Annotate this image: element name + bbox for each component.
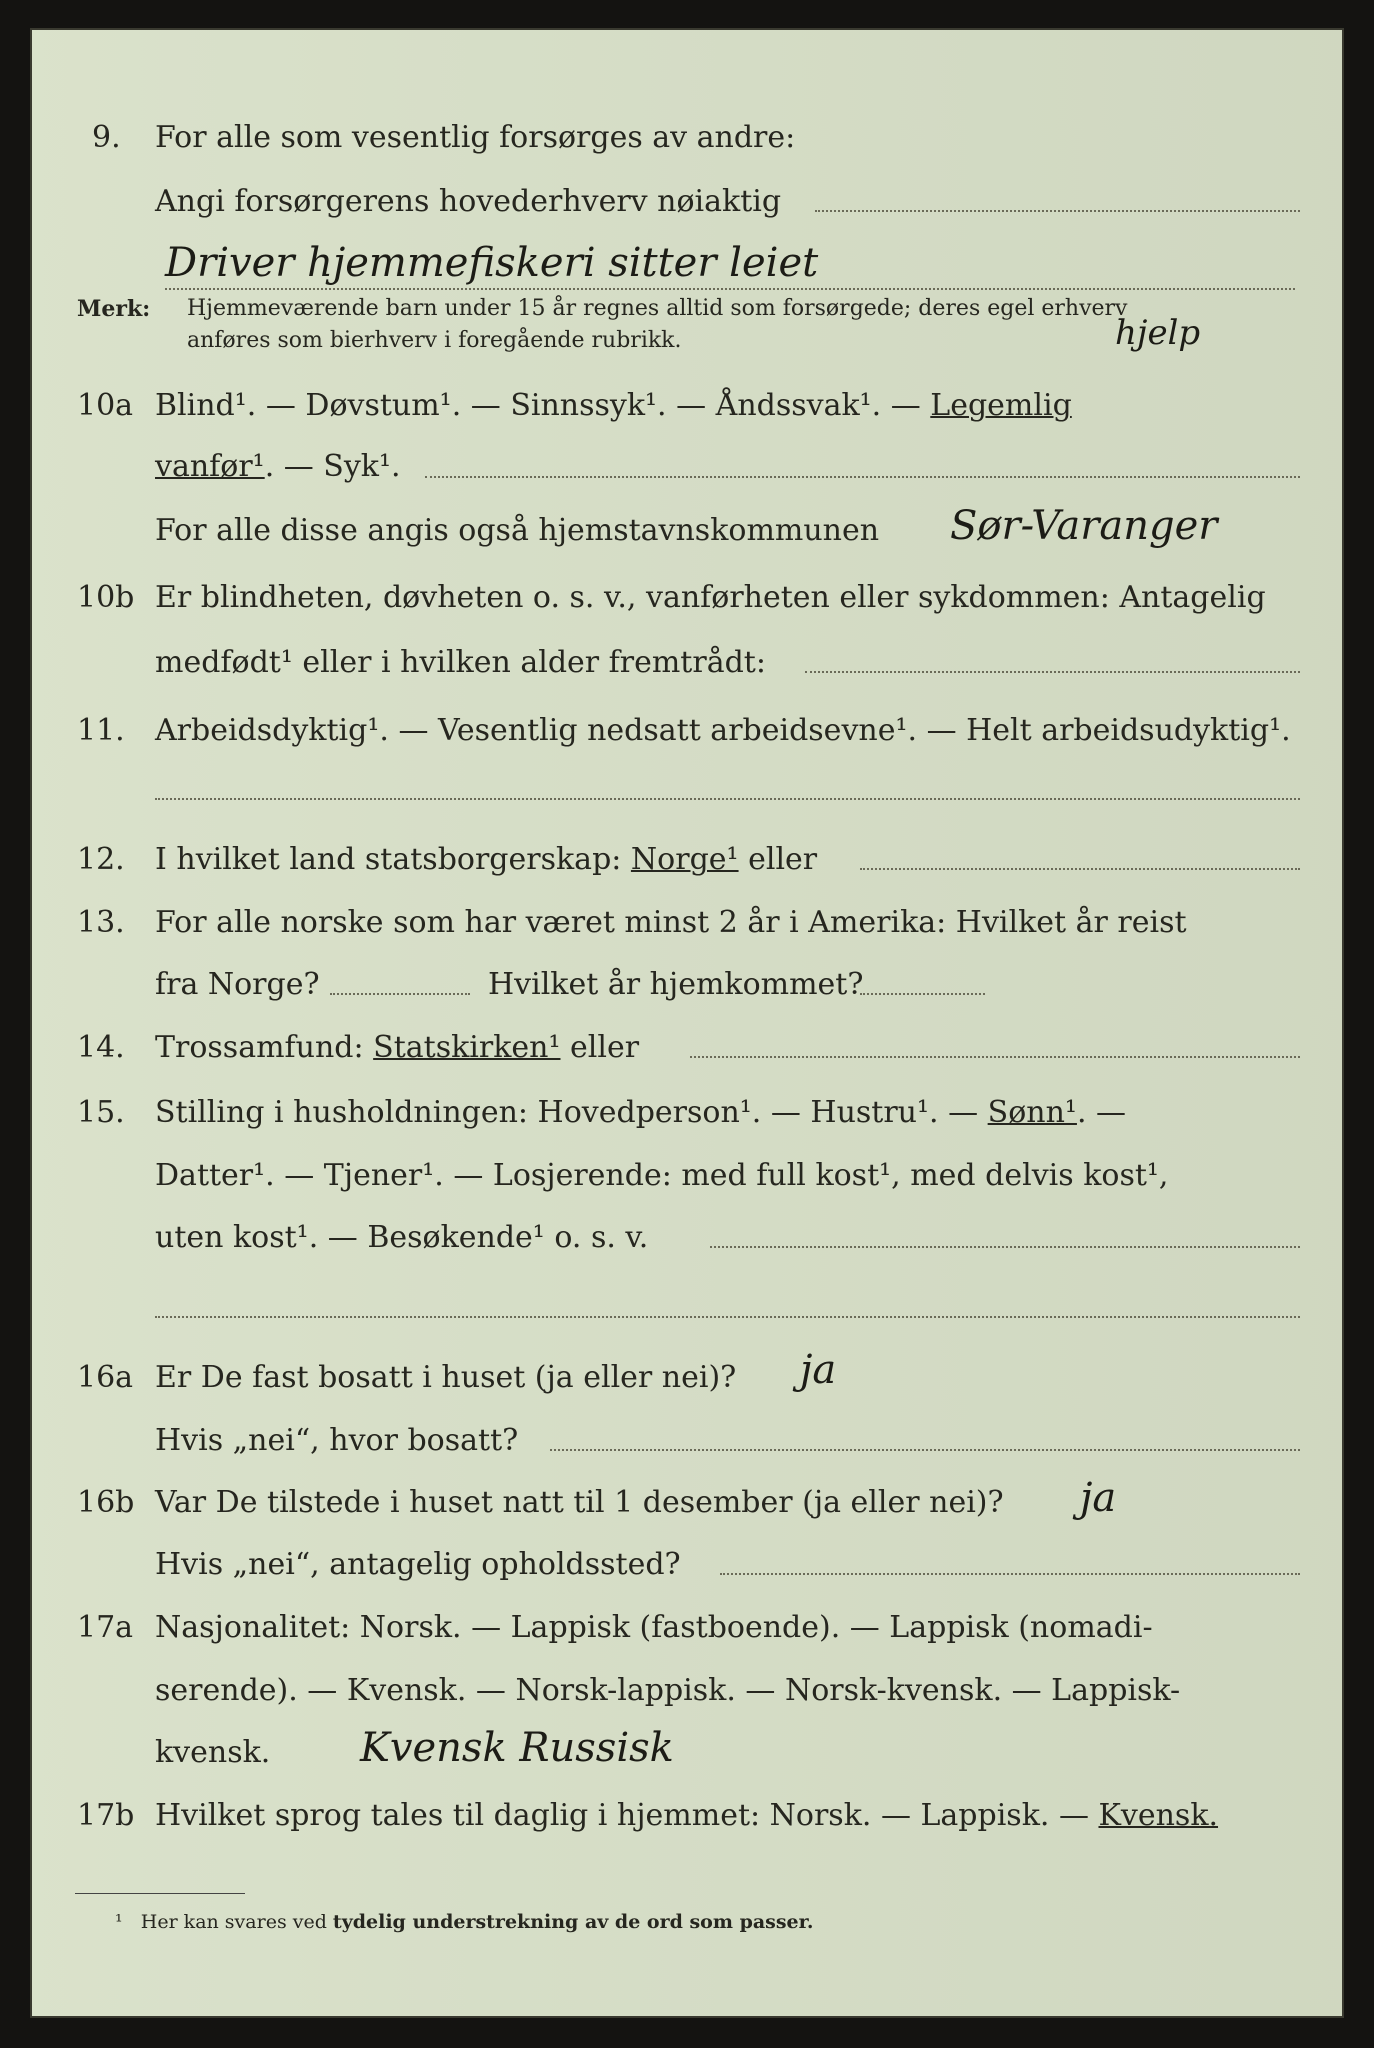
question-text: Blind¹. — Døvstum¹. — Sinnssyk¹. — Åndssvak¹. — Legemlig — [155, 388, 1072, 423]
question-text: For alle som vesentlig forsørges av andre: — [155, 120, 796, 155]
note-text: anføres som bierhverv i foregående rubrikk. — [187, 328, 682, 353]
handwritten-answer: Driver hjemmefiskeri sitter leiet — [165, 240, 819, 286]
question-text: Arbeidsdyktig¹. — Vesentlig nedsatt arbeidsevne¹. — Helt arbeidsudyktig¹. — [155, 713, 1291, 748]
question-text: vanfør¹. — Syk¹. — [155, 449, 401, 484]
item-number: 14. — [77, 1030, 125, 1065]
item-number: 11. — [77, 713, 125, 748]
question-text: Hvis „nei“, antagelig opholdssted? — [155, 1547, 681, 1582]
answer-line — [710, 1246, 1300, 1248]
footnote-rule — [75, 1893, 245, 1894]
answer-line — [550, 1449, 1300, 1451]
underlined-option: Norge¹ — [630, 842, 739, 877]
handwritten-answer: ja — [800, 1347, 837, 1393]
question-text: kvensk. — [155, 1735, 271, 1770]
handwritten-answer: hjelp — [1115, 313, 1201, 353]
note-label: Merk: — [77, 296, 151, 322]
answer-line — [720, 1573, 1300, 1575]
question-text: Er De fast bosatt i huset (ja eller nei)? — [155, 1360, 737, 1395]
item-number: 16b — [77, 1485, 135, 1520]
question-text: Trossamfund: Statskirken¹ eller — [155, 1030, 640, 1065]
item-number: 10b — [77, 580, 135, 615]
question-text: serende). — Kvensk. — Norsk-lappisk. — Norsk-kvensk. — Lappisk- — [155, 1673, 1181, 1708]
question-text: Var De tilstede i huset natt til 1 desember (ja eller nei)? — [155, 1485, 1004, 1520]
handwritten-answer: Kvensk Russisk — [360, 1725, 674, 1771]
underlined-option: Legemlig — [930, 388, 1072, 423]
answer-line — [155, 1316, 1300, 1318]
item-number: 16a — [77, 1360, 134, 1395]
underlined-option: Statskirken¹ — [373, 1030, 561, 1065]
item-number: 15. — [77, 1095, 125, 1130]
answer-line — [425, 476, 1300, 478]
answer-line — [860, 868, 1300, 870]
footnote-text: ¹ Her kan svares ved tydelig understrekning av de ord som passer. — [115, 1911, 814, 1933]
item-number: 17b — [77, 1798, 135, 1833]
question-text: For alle norske som har været minst 2 år i Amerika: Hvilket år reist — [155, 905, 1187, 940]
underlined-option: Kvensk. — [1098, 1798, 1219, 1833]
note-text: Hjemmeværende barn under 15 år regnes alltid som forsørgede; deres egel erhverv — [187, 296, 1128, 321]
question-text: I hvilket land statsborgerskap: Norge¹ eller — [155, 842, 818, 877]
handwritten-answer: ja — [1080, 1475, 1117, 1521]
question-text: For alle disse angis også hjemstavnskommunen — [155, 513, 880, 548]
question-text: Er blindheten, døvheten o. s. v., vanførheten eller sykdommen: Antagelig — [155, 580, 1266, 615]
item-number: 12. — [77, 842, 125, 877]
census-form-page — [30, 28, 1344, 2018]
question-text: Hvis „nei“, hvor bosatt? — [155, 1423, 519, 1458]
item-number: 9. — [92, 120, 121, 155]
question-text: Datter¹. — Tjener¹. — Losjerende: med full kost¹, med delvis kost¹, — [155, 1158, 1169, 1193]
answer-line — [805, 671, 1300, 673]
answer-line — [155, 798, 1300, 800]
question-text: Stilling i husholdningen: Hovedperson¹. — Hustru¹. — Sønn¹. — — [155, 1095, 1127, 1130]
item-number: 10a — [77, 388, 134, 423]
question-text: fra Norge? — [155, 967, 320, 1002]
answer-line — [690, 1056, 1300, 1058]
item-number: 13. — [77, 905, 125, 940]
question-text: Nasjonalitet: Norsk. — Lappisk (fastboende). — Lappisk (nomadi- — [155, 1610, 1153, 1645]
answer-line — [815, 210, 1300, 212]
question-text: uten kost¹. — Besøkende¹ o. s. v. — [155, 1220, 649, 1255]
question-text: Hvilket sprog tales til daglig i hjemmet: Norsk. — Lappisk. — Kvensk. — [155, 1798, 1219, 1833]
question-text: Hvilket år hjemkommet? — [488, 967, 864, 1002]
underlined-option: vanfør¹ — [155, 449, 265, 484]
answer-line — [165, 288, 1295, 290]
question-text: Angi forsørgerens hovederhverv nøiaktig — [155, 184, 782, 219]
item-number: 17a — [77, 1610, 134, 1645]
handwritten-answer: Sør-Varanger — [950, 503, 1218, 549]
answer-line — [860, 993, 985, 995]
answer-line — [330, 993, 470, 995]
question-text: medfødt¹ eller i hvilken alder fremtrådt: — [155, 645, 766, 680]
underlined-option: Sønn¹ — [987, 1095, 1077, 1130]
